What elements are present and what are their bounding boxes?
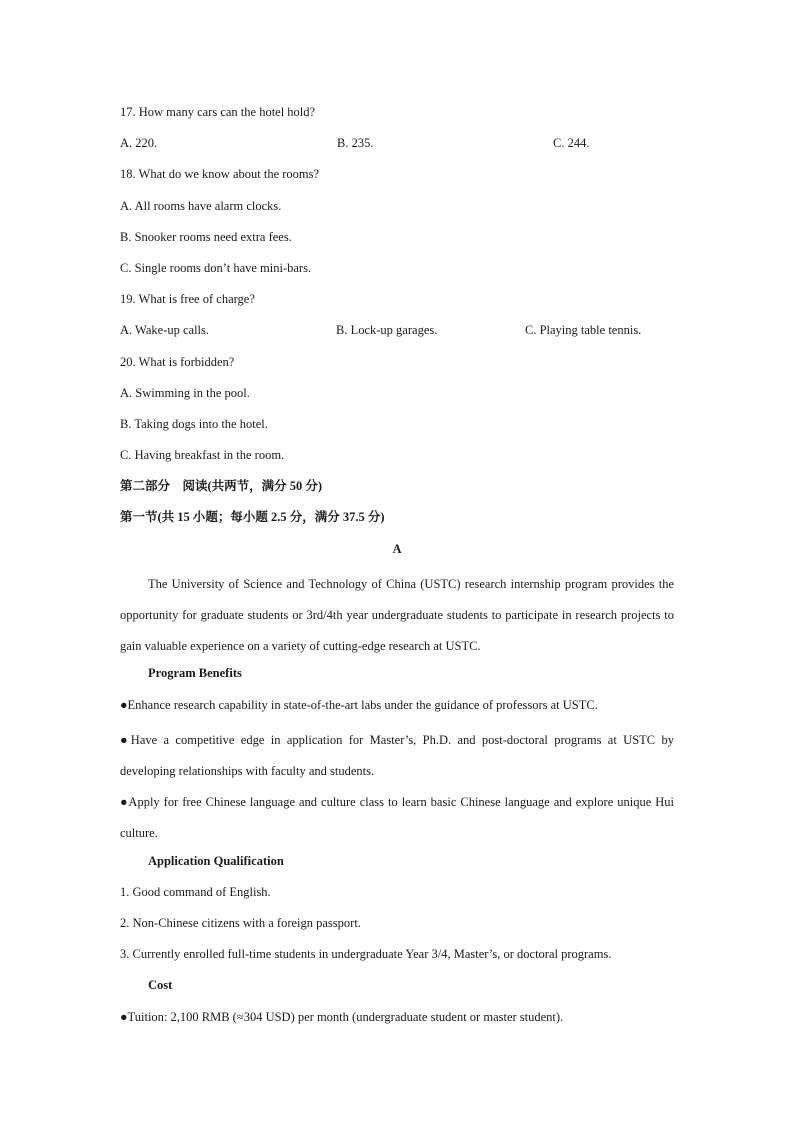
- passage-letter: A: [392, 541, 402, 556]
- cost-item: ●Tuition: 2,100 RMB (≈304 USD) per month (undergraduate student or master student).: [120, 1009, 564, 1024]
- benefit-item: ●Have a competitive edge in application for Master’s, Ph.D. and post-doctoral programs at USTC by developing relationships with faculty and students.: [120, 732, 674, 778]
- cost-heading: Cost: [148, 978, 173, 993]
- question-17: 17. How many cars can the hotel hold?: [120, 105, 316, 119]
- qualification-item: 3. Currently enrolled full-time students in undergraduate Year 3/4, Master’s, or doctoral programs.: [120, 947, 612, 962]
- page-content: [120, 101, 674, 1037]
- benefit-item: ●Enhance research capability in state-of-the-art labs under the guidance of professors at USTC.: [120, 697, 598, 712]
- question-19-options: [120, 319, 674, 350]
- qualification-item: 1. Good command of English.: [120, 884, 271, 899]
- passage-intro: The University of Science and Technology of China (USTC) research internship program provides the opportunity for graduate students or 3rd/4th year undergraduate students to participate in research projects to gain valuable experience on a variety of cutting-edge research at USTC.: [120, 576, 674, 654]
- part-title: 第二部分 阅读(共两节，满分 50 分): [120, 479, 323, 494]
- question-18: 18. What do we know about the rooms?: [120, 167, 320, 182]
- option-a: A. All rooms have alarm clocks.: [120, 198, 282, 213]
- question-20: 20. What is forbidden?: [120, 354, 235, 369]
- qualification-heading: Application Qualification: [148, 853, 284, 868]
- option-a: A. Swimming in the pool.: [120, 385, 250, 400]
- option-b: B. Snooker rooms need extra fees.: [120, 229, 292, 244]
- option-c: C. Single rooms don’t have mini-bars.: [120, 260, 312, 275]
- option-b: B. 235.: [337, 136, 374, 151]
- option-c: C. Playing table tennis.: [525, 323, 642, 338]
- option-a: A. 220.: [120, 136, 158, 151]
- option-c: C. 244.: [553, 136, 590, 151]
- question-19: 19. What is free of charge?: [120, 292, 255, 307]
- option-b: B. Lock-up garages.: [336, 323, 438, 338]
- benefit-item: ●Apply for free Chinese language and culture class to learn basic Chinese language and explore unique Hui culture.: [120, 795, 674, 841]
- option-a: A. Wake-up calls.: [120, 323, 210, 338]
- section-subtitle: 第一节(共 15 小题；每小题 2.5 分，满分 37.5 分): [120, 510, 385, 525]
- qualification-item: 2. Non-Chinese citizens with a foreign passport.: [120, 915, 361, 930]
- option-c: C. Having breakfast in the room.: [120, 448, 285, 463]
- question-17-options: [120, 132, 674, 163]
- option-b: B. Taking dogs into the hotel.: [120, 416, 268, 431]
- benefits-heading: Program Benefits: [148, 666, 242, 681]
